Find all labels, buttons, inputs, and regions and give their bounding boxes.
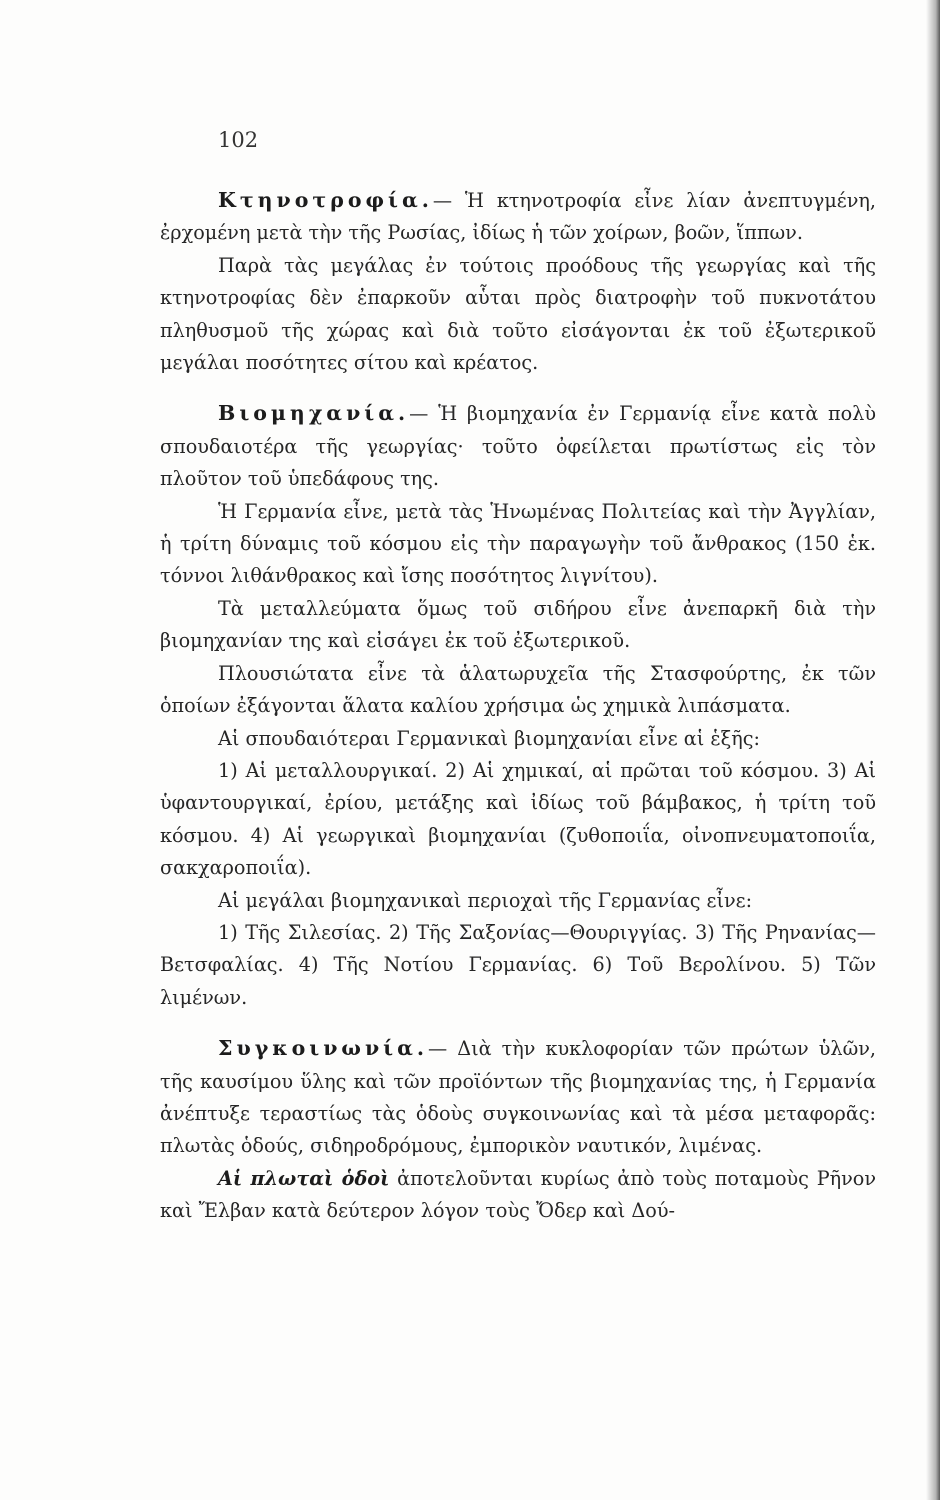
paragraph-sygkoinonia-2 [160, 1163, 876, 1228]
heading-viomichania: Βιομηχανία. [218, 401, 410, 426]
page-number: 102 [218, 128, 259, 152]
paragraph-viomichania-list-1: 1) Αἱ μεταλλουργικαί. 2) Αἱ χημικαί, αἱ πρῶται τοῦ κόσμου. 3) Αἱ ὑφαντουργικαί, ἐρίου, μετάξης καὶ ἰδίως τοῦ βάμβακος, ἡ τρίτη τοῦ κόσμου. 4) Αἱ γεωργικαὶ βιομηχανίαι (ζυθοποιΐα, οἰνοπνευματοποιΐα, σακχαροποιΐα). [160, 758, 876, 880]
paragraph-viomichania-7: Αἱ μεγάλαι βιομηχανικαὶ περιοχαὶ τῆς Γερμανίας εἶνε: [218, 888, 753, 912]
lead-plotai-odoi: Αἱ πλωταὶ ὁδοὶ [218, 1166, 390, 1190]
paragraph-viomichania-4: Πλουσιώτατα εἶνε τὰ ἁλατωρυχεῖα τῆς Στασφούρτης, ἐκ τῶν ὁποίων ἐξάγονται ἅλατα καλίου χρήσιμα ὡς χημικὰ λιπάσματα. [160, 661, 876, 718]
paragraph-viomichania-3: Τὰ μεταλλεύματα ὅμως τοῦ σιδήρου εἶνε ἀνεπαρκῆ διὰ τὴν βιομηχανίαν της καὶ εἰσάγει ἐκ τοῦ ἐξωτερικοῦ. [160, 596, 876, 653]
paragraph-viomichania-list-2: 1) Τῆς Σιλεσίας. 2) Τῆς Σαξονίας—Θουριγγίας. 3) Τῆς Ρηνανίας— Βετσφαλίας. 4) Τῆς Νοτίου Γερμανίας. 6) Τοῦ Βερολίνου. 5) Τῶν λιμένων. [160, 920, 876, 1009]
paragraph-ktinotrofia [160, 184, 876, 250]
text-plotai-odoi: ἀποτελοῦνται κυρίως ἀπὸ τοὺς ποταμοὺς Ρῆνον καὶ Ἔλβαν κατὰ δεύτερον λόγον τοὺς Ὄδερ καὶ Δού- [160, 1166, 876, 1223]
page-edge-shadow [926, 0, 940, 1500]
heading-ktinotrofia: Κτηνοτροφία. [218, 188, 433, 212]
text-sygkoinonia: — Διὰ τὴν κυκλοφορίαν τῶν πρώτων ὑλῶν, τῆς καυσίμου ὕλης καὶ τῶν προϊόντων τῆς βιομηχανίας της, ἡ Γερμανία ἀνέπτυξε τεραστίως τὰς ὁδοὺς συγκοινωνίας καὶ τὰ μέσα μεταφορᾶς: πλωτὰς ὁδούς, σιδηροδρόμους, ἐμπορικὸν ναυτικόν, λιμένας. [160, 1037, 876, 1158]
heading-sygkoinonia: Συγκοινωνία. [218, 1036, 429, 1061]
page-body [160, 184, 876, 1228]
text-viomichania: — Ἡ βιομηχανία ἐν Γερμανίᾳ εἶνε κατὰ πολὺ σπουδαιοτέρα τῆς γεωργίας· τοῦτο ὀφείλεται πρωτίστως εἰς τὸν πλοῦτον τοῦ ὑπεδάφους της. [160, 402, 876, 491]
paragraph-viomichania-5: Αἱ σπουδαιότεραι Γερμανικαὶ βιομηχανίαι εἶνε αἱ ἑξῆς: [218, 726, 760, 750]
paragraph-ktinotrofia-2: Παρὰ τὰς μεγάλας ἐν τούτοις προόδους τῆς γεωργίας καὶ τῆς κτηνοτροφίας δὲν ἐπαρκοῦν αὗται πρὸς διατροφὴν τοῦ πυκνοτάτου πληθυσμοῦ τῆς χώρας καὶ διὰ τοῦτο εἰσάγονται ἐκ τοῦ ἐξωτερικοῦ μεγάλαι ποσότητες σίτου καὶ κρέατος. [160, 253, 876, 375]
paragraph-sygkoinonia [160, 1032, 876, 1163]
text-ktinotrofia: — Ἡ κτηνοτροφία εἶνε λίαν ἀνεπτυγμένη, ἐρχομένη μετὰ τὴν τῆς Ρωσίας, ἰδίως ἡ τῶν χοίρων, βοῶν, ἵππων. [160, 189, 876, 245]
paragraph-viomichania [160, 397, 876, 495]
paragraph-viomichania-2: Ἡ Γερμανία εἶνε, μετὰ τὰς Ἡνωμένας Πολιτείας καὶ τὴν Ἀγγλίαν, ἡ τρίτη δύναμις τοῦ κόσμου εἰς τὴν παραγωγὴν τοῦ ἄνθρακος (150 ἑκ. τόννοι λιθάνθρακος καὶ ἴσης ποσότητος λιγνίτου). [160, 499, 876, 588]
